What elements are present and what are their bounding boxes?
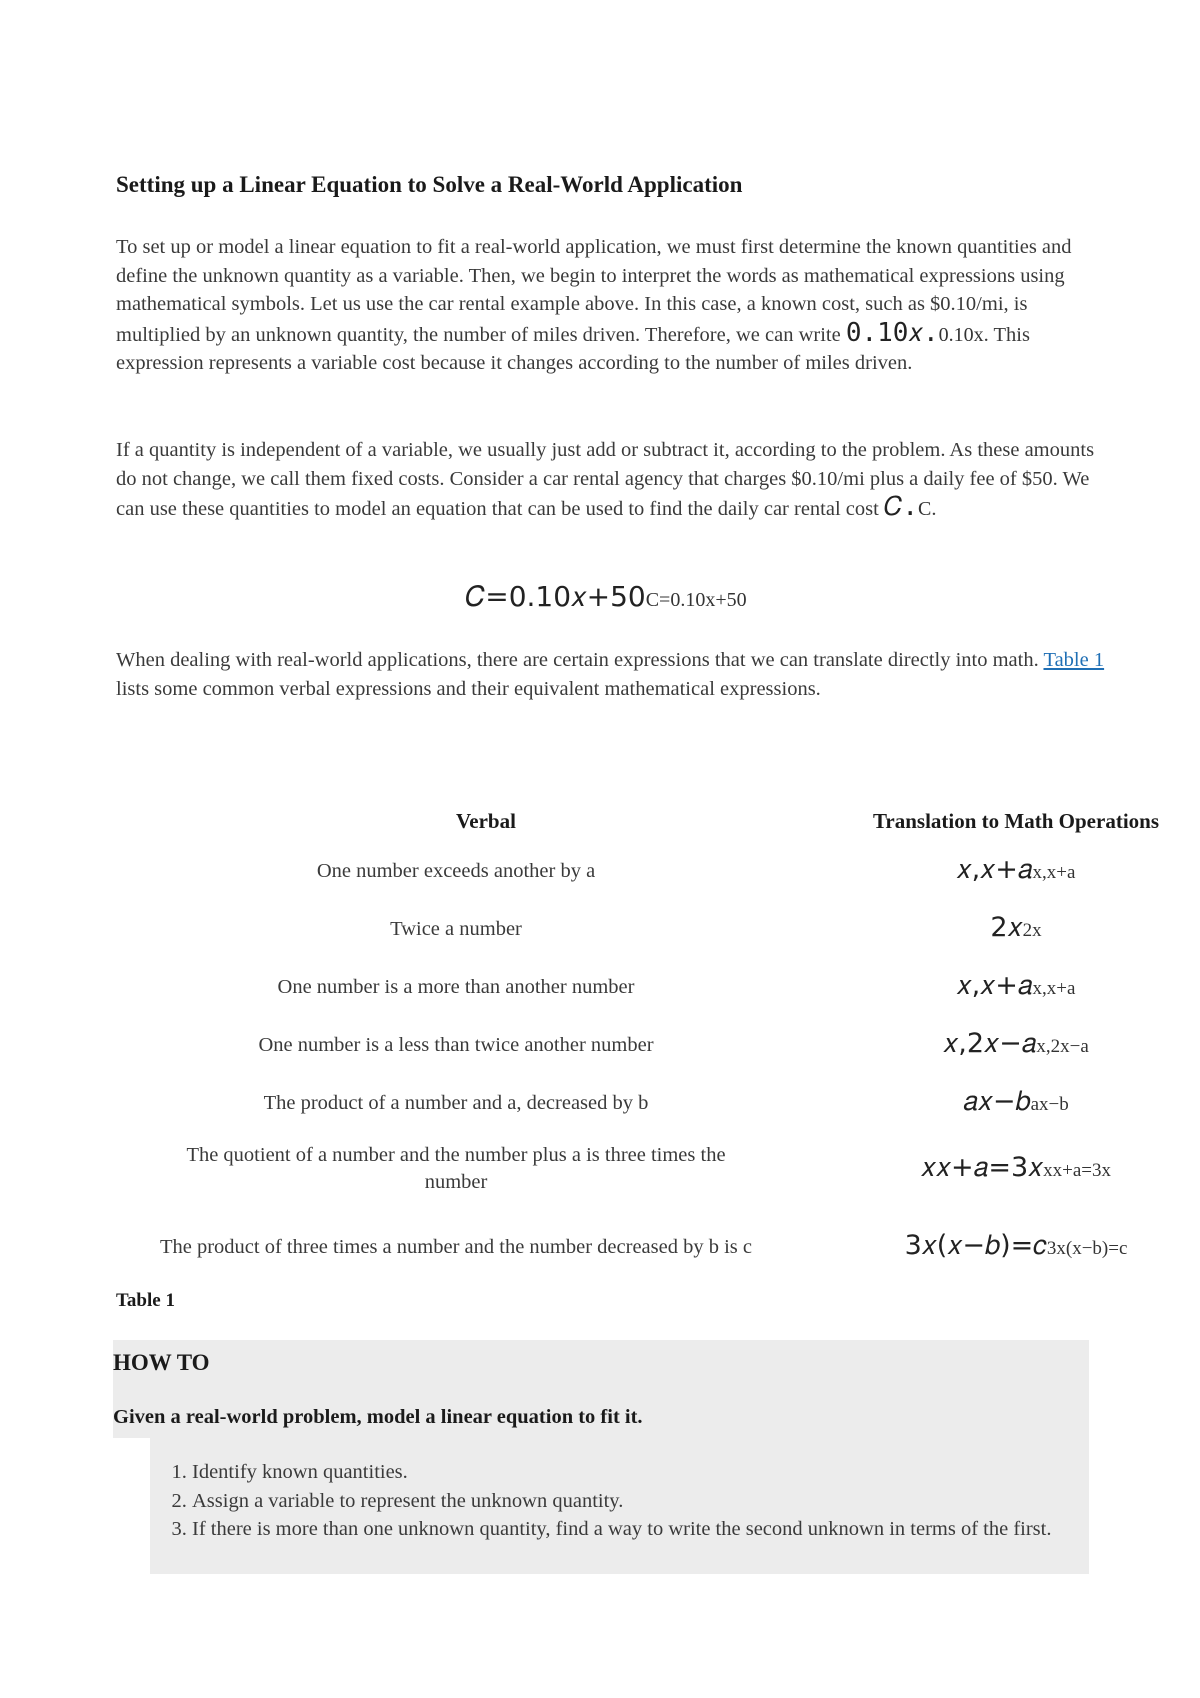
verbal-cell: One number is a more than another number	[277, 975, 635, 998]
paragraph-text-tail: .	[931, 498, 937, 520]
math-cell	[856, 1016, 1176, 1074]
verbal-cell: The quotient of a number and the number plus a is three times the number	[186, 1144, 726, 1193]
column-header-math: Translation to Math Operations	[872, 809, 1160, 833]
translation-table	[116, 764, 1176, 1288]
math-text: 2x	[1022, 920, 1042, 941]
math-expression-text: 0.10x	[938, 323, 984, 346]
math-text: x,x+a	[1032, 978, 1076, 999]
math-text: xx+a=3x	[1043, 1160, 1112, 1181]
howto-box	[113, 1340, 1089, 1574]
verbal-cell: One number exceeds another by a	[316, 859, 596, 882]
paragraph-text: To set up or model a linear equation to fit a real-world application, we must first determine the known quantities and define the unknown quantity as a variable. Then, we begin to interpret the words as mathematical expressions using mathematical symbols. Let us use the car rental example above. In this case, a known cost, such as $0.10/mi, is multiplied by an unknown quantity, the number of miles driven. Therefore, we can write	[116, 236, 1072, 346]
math-text: ax−b	[1030, 1094, 1069, 1115]
math-cell	[856, 900, 1176, 958]
equation-text: C=0.10x+50	[645, 589, 747, 611]
math-text: x,x+a	[1032, 862, 1076, 883]
math-render: 𝑥𝑥+𝑎=3𝑥	[920, 1152, 1044, 1183]
verbal-cell: The product of a number and a, decreased by b	[263, 1091, 649, 1114]
table-row	[116, 958, 1176, 1016]
equation-render: 𝐶=0.10𝑥+50	[465, 580, 646, 613]
math-cell	[856, 842, 1176, 900]
math-cell	[856, 1132, 1176, 1206]
paragraph-text: If a quantity is independent of a variable, we usually just add or subtract it, according to the problem. As these amounts do not change, we call them fixed costs. Consider a car rental agency that charges $0.10/mi plus a daily fee of $50. We can use these quantities to model an equation that can be used to find the daily car rental cost	[116, 439, 1095, 520]
math-expression-text: C	[918, 498, 932, 520]
table-row	[116, 900, 1176, 958]
paragraph-text-tail: . This expression represents a variable cost because it changes according to the number of miles driven.	[116, 323, 1030, 374]
table-row	[116, 1206, 1176, 1288]
howto-heading: HOW TO	[113, 1350, 210, 1375]
verbal-cell: One number is a less than twice another number	[258, 1033, 654, 1056]
table-row	[116, 1132, 1176, 1206]
howto-step: 2. Assign a variable to represent the unknown quantity.	[192, 1487, 1092, 1516]
math-render: 𝑥,𝑥+𝑎	[956, 970, 1033, 1001]
table-caption: Table 1	[116, 1290, 175, 1311]
table-1-link[interactable]: Table 1	[1043, 649, 1105, 671]
math-expression: 0.10𝑥.	[845, 317, 939, 348]
math-render: 2𝑥	[990, 912, 1023, 943]
paragraph-text: When dealing with real-world applications, there are certain expressions that we can translate directly into math.	[116, 649, 1044, 671]
table-row	[116, 1016, 1176, 1074]
math-expression: 𝐶.	[883, 492, 919, 522]
howto-subheading: Given a real-world problem, model a linear equation to fit it.	[113, 1406, 643, 1428]
verbal-cell: Twice a number	[390, 917, 522, 940]
verbal-cell: The product of three times a number and the number decreased by b is c	[159, 1235, 752, 1258]
math-cell	[856, 1074, 1176, 1132]
howto-step: 1. Identify known quantities.	[192, 1458, 1092, 1487]
paragraph-fixed-cost	[116, 436, 1106, 524]
paragraph-variable-cost	[116, 233, 1106, 378]
math-render: 𝑥,𝑥+𝑎	[956, 854, 1033, 885]
howto-step: 3. If there is more than one unknown quantity, find a way to write the second unknown in terms of the first.	[192, 1515, 1092, 1544]
howto-steps	[150, 1458, 1092, 1544]
column-header-verbal: Verbal	[456, 809, 516, 833]
table-row	[116, 1074, 1176, 1132]
display-equation	[116, 580, 1096, 614]
math-text: x,2x−a	[1036, 1036, 1089, 1057]
math-text: 3x(x−b)=c	[1046, 1238, 1128, 1259]
table-row	[116, 842, 1176, 900]
math-render: 𝑥,2𝑥−𝑎	[943, 1028, 1037, 1059]
math-cell	[856, 958, 1176, 1016]
math-cell	[856, 1206, 1176, 1288]
math-render: 3𝑥(𝑥−𝑏)=𝑐	[904, 1230, 1047, 1261]
math-render: 𝑎𝑥−𝑏	[963, 1086, 1031, 1117]
paragraph-translations	[116, 646, 1106, 703]
paragraph-text-tail: lists some common verbal expressions and their equivalent mathematical expressions.	[116, 677, 821, 700]
section-title: Setting up a Linear Equation to Solve a Real-World Application	[116, 172, 743, 197]
